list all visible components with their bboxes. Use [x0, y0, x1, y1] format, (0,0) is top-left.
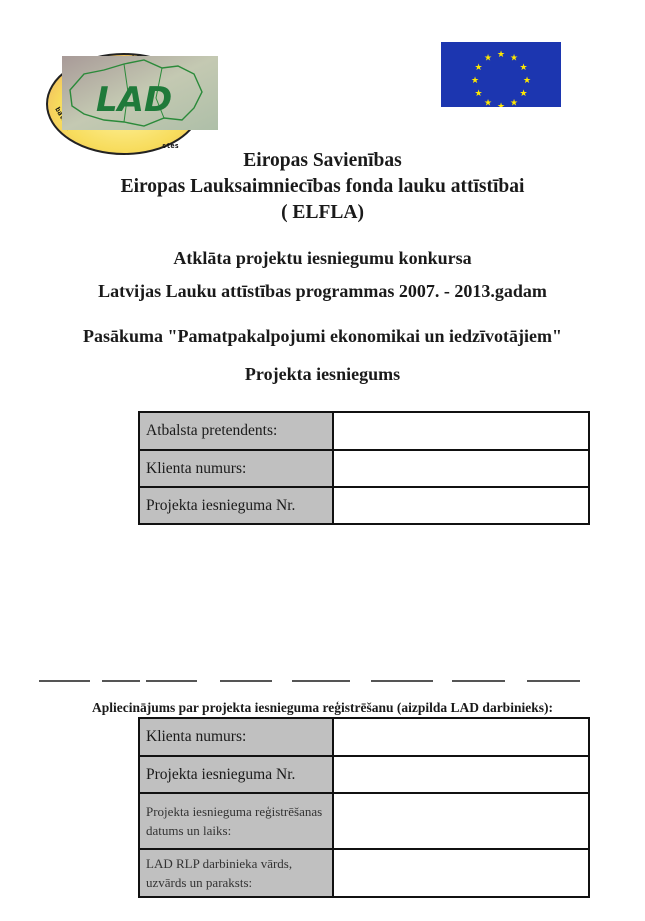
lad-logo-text: LAD [96, 80, 173, 120]
project-number-label: Projekta iesnieguma Nr. [139, 487, 333, 524]
header-line-3: ( ELFLA) [281, 202, 364, 223]
cert-client-number-label: Klienta numurs: [139, 718, 333, 756]
header-line-2: Eiropas Lauksaimniecības fonda lauku attīstībai [120, 176, 525, 197]
separator-segment [527, 680, 580, 682]
cert-project-number-field[interactable] [333, 756, 589, 793]
svg-text:★: ★ [496, 50, 506, 60]
separator-segment [102, 680, 140, 682]
table-row [139, 793, 589, 849]
programme-title: Latvijas Lauku attīstības programmas 2007. - 2013.gadam [98, 281, 547, 301]
contest-title: Atklāta projektu iesniegumu konkursa [173, 248, 472, 268]
svg-text:★: ★ [483, 53, 493, 64]
table-row [139, 756, 589, 793]
client-number-label: Klienta numurs: [139, 450, 333, 487]
cert-client-number-field[interactable] [333, 718, 589, 756]
registration-datetime-label: Projekta iesnieguma reģistrēšanas datums un laiks: [139, 793, 333, 849]
lad-logo [44, 44, 220, 156]
table-row [139, 450, 589, 487]
table-row [139, 849, 589, 897]
separator-segment [452, 680, 505, 682]
cert-project-number-label: Projekta iesnieguma Nr. [139, 756, 333, 793]
separator-segment [371, 680, 433, 682]
applicant-label: Atbalsta pretendents: [139, 412, 333, 450]
separator-segment [292, 680, 350, 682]
employee-signature-label: LAD RLP darbinieka vārds, uzvārds un paraksts: [139, 849, 333, 897]
svg-text:★: ★ [519, 89, 528, 99]
svg-text:★: ★ [474, 63, 483, 73]
svg-text:★: ★ [509, 53, 519, 64]
separator-segment [220, 680, 272, 682]
table-row [139, 412, 589, 450]
separator-segment [146, 680, 197, 682]
separator-segment [39, 680, 90, 682]
certificate-table [138, 717, 590, 898]
registration-datetime-field[interactable] [333, 793, 589, 849]
applicant-field[interactable] [333, 412, 589, 450]
measure-title: Pasākuma "Pamatpakalpojumi ekonomikai un iedzīvotājiem" [82, 326, 563, 346]
header-line-1: Eiropas Savienības [243, 150, 402, 171]
svg-text:★: ★ [496, 102, 506, 107]
svg-text:★: ★ [519, 63, 528, 73]
certificate-title: Apliecinājums par projekta iesnieguma reģistrēšanu (aizpilda LAD darbinieks): [92, 700, 553, 715]
svg-text:stes: stes [162, 142, 179, 150]
employee-signature-field[interactable] [333, 849, 589, 897]
eu-flag-logo [441, 42, 561, 107]
svg-text:★: ★ [522, 76, 532, 86]
svg-text:★: ★ [474, 89, 483, 99]
table-row [139, 487, 589, 524]
svg-text:★: ★ [509, 98, 519, 107]
svg-text:★: ★ [483, 98, 493, 107]
svg-text:★: ★ [470, 76, 480, 86]
applicant-table [138, 411, 590, 525]
table-row [139, 718, 589, 756]
document-title: Projekta iesniegums [244, 364, 401, 384]
client-number-field[interactable] [333, 450, 589, 487]
project-number-field[interactable] [333, 487, 589, 524]
